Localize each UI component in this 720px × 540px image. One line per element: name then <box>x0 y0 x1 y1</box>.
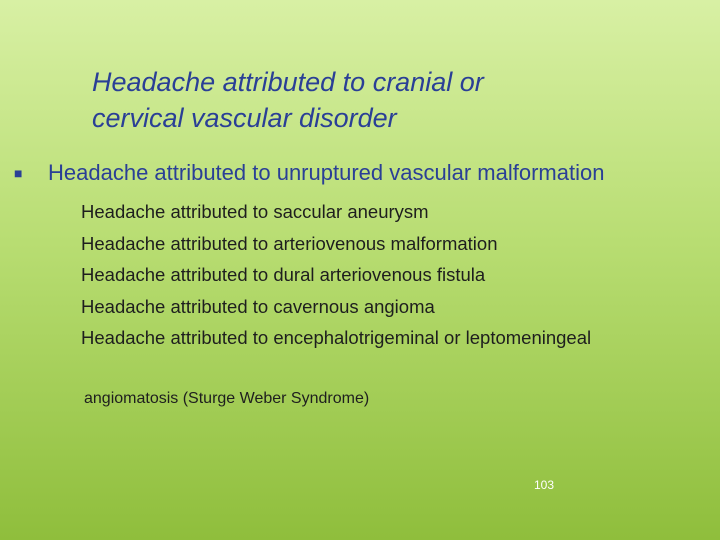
slide-title <box>92 64 484 136</box>
sub-item: Headache attributed to arteriovenous malformation <box>81 232 498 254</box>
sub-item: Headache attributed to cavernous angioma <box>81 295 435 317</box>
slide-title-line-2: cervical vascular disorder <box>92 103 397 133</box>
page-number: 103 <box>534 478 555 492</box>
bullet-text: Headache attributed to unruptured vascular malformation <box>48 160 605 185</box>
slide-title-line-1: Headache attributed to cranial or <box>92 67 484 97</box>
sub-item: Headache attributed to encephalotrigeminal or leptomeningeal <box>81 327 592 348</box>
bullet-item <box>14 160 604 186</box>
continuation-text: angiomatosis (Sturge Weber Syndrome) <box>84 390 370 407</box>
square-bullet-icon: ■ <box>14 165 23 181</box>
sub-item-list <box>81 196 591 354</box>
sub-item: Headache attributed to saccular aneurysm <box>81 201 429 222</box>
sub-item: Headache attributed to dural arteriovenous fistula <box>81 264 486 285</box>
